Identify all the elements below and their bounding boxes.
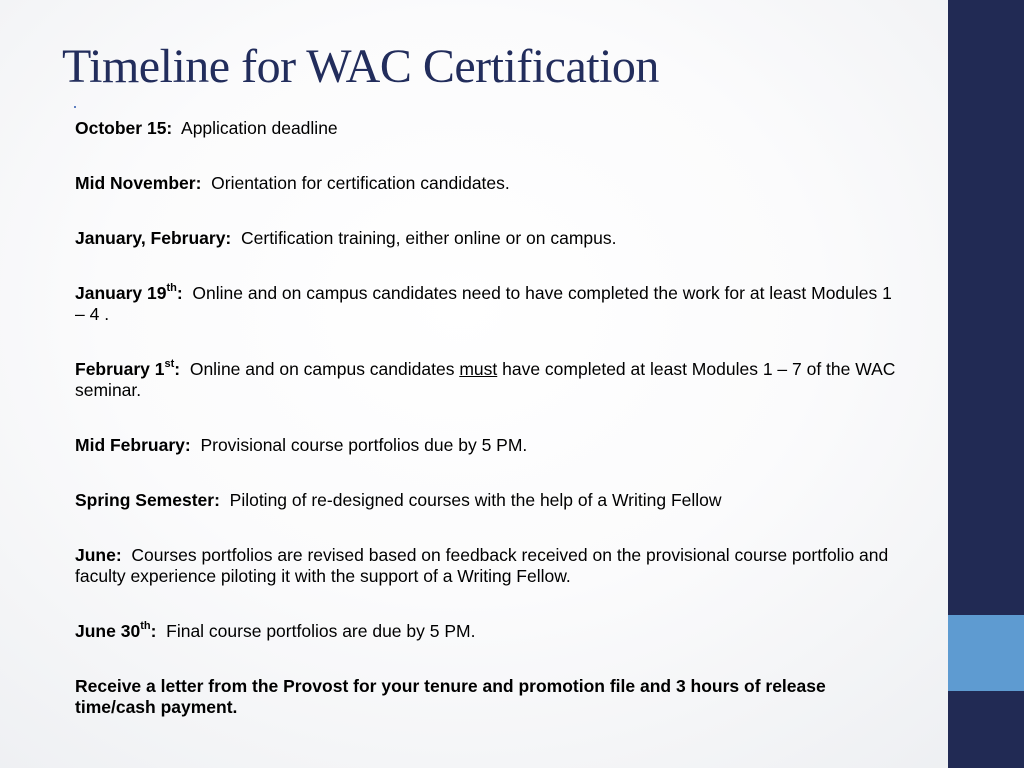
timeline-entry-mid-november: [75, 173, 905, 194]
timeline-entry-june-30: [75, 621, 905, 642]
entry-label: Mid February:: [75, 435, 191, 455]
entry-label: January 19th:: [75, 282, 183, 303]
timeline-entry-february-1: [75, 359, 905, 401]
entry-label: February 1st:: [75, 358, 181, 379]
entry-label: June:: [75, 545, 122, 565]
timeline-entry-october-15: [75, 118, 905, 139]
timeline-entry-mid-february: [75, 435, 905, 456]
entry-text: Provisional course portfolios due by 5 PM.: [200, 435, 528, 455]
entry-text: Final course portfolios are due by 5 PM.: [166, 621, 476, 641]
timeline-entry-january-19: [75, 283, 905, 325]
emphasis-must: must: [459, 359, 498, 379]
slide-title: Timeline for WAC Certification: [62, 40, 659, 93]
entry-label: January, February:: [75, 228, 232, 248]
timeline-list: [75, 118, 905, 752]
entry-text: Piloting of re-designed courses with the help of a Writing Fellow: [229, 490, 722, 510]
entry-label: October 15:: [75, 118, 173, 138]
decorative-side-accent: [948, 615, 1024, 691]
entry-text: Certification training, either online or on campus.: [241, 228, 617, 248]
timeline-entry-spring-semester: [75, 490, 905, 511]
entry-text: Receive a letter from the Provost for your tenure and promotion file and 3 hours of release time/cash payment.: [75, 676, 826, 717]
entry-text: Online and on campus candidates need to have completed the work for at least Modules 1 – 4 .: [75, 283, 892, 324]
entry-label: Spring Semester:: [75, 490, 220, 510]
entry-text: Orientation for certification candidates.: [211, 173, 510, 193]
decorative-dot: [74, 106, 76, 108]
entry-text: Online and on campus candidates must have completed at least Modules 1 – 7 of the WAC seminar.: [75, 359, 896, 400]
entry-label: June 30th:: [75, 620, 157, 641]
entry-text: Courses portfolios are revised based on feedback received on the provisional course portfolio and faculty experience piloting it with the support of a Writing Fellow.: [75, 545, 889, 586]
entry-text: Application deadline: [181, 118, 338, 138]
timeline-entry-june: [75, 545, 905, 587]
entry-label: Mid November:: [75, 173, 202, 193]
timeline-entry-provost-letter: [75, 676, 905, 718]
timeline-entry-january-february: [75, 228, 905, 249]
